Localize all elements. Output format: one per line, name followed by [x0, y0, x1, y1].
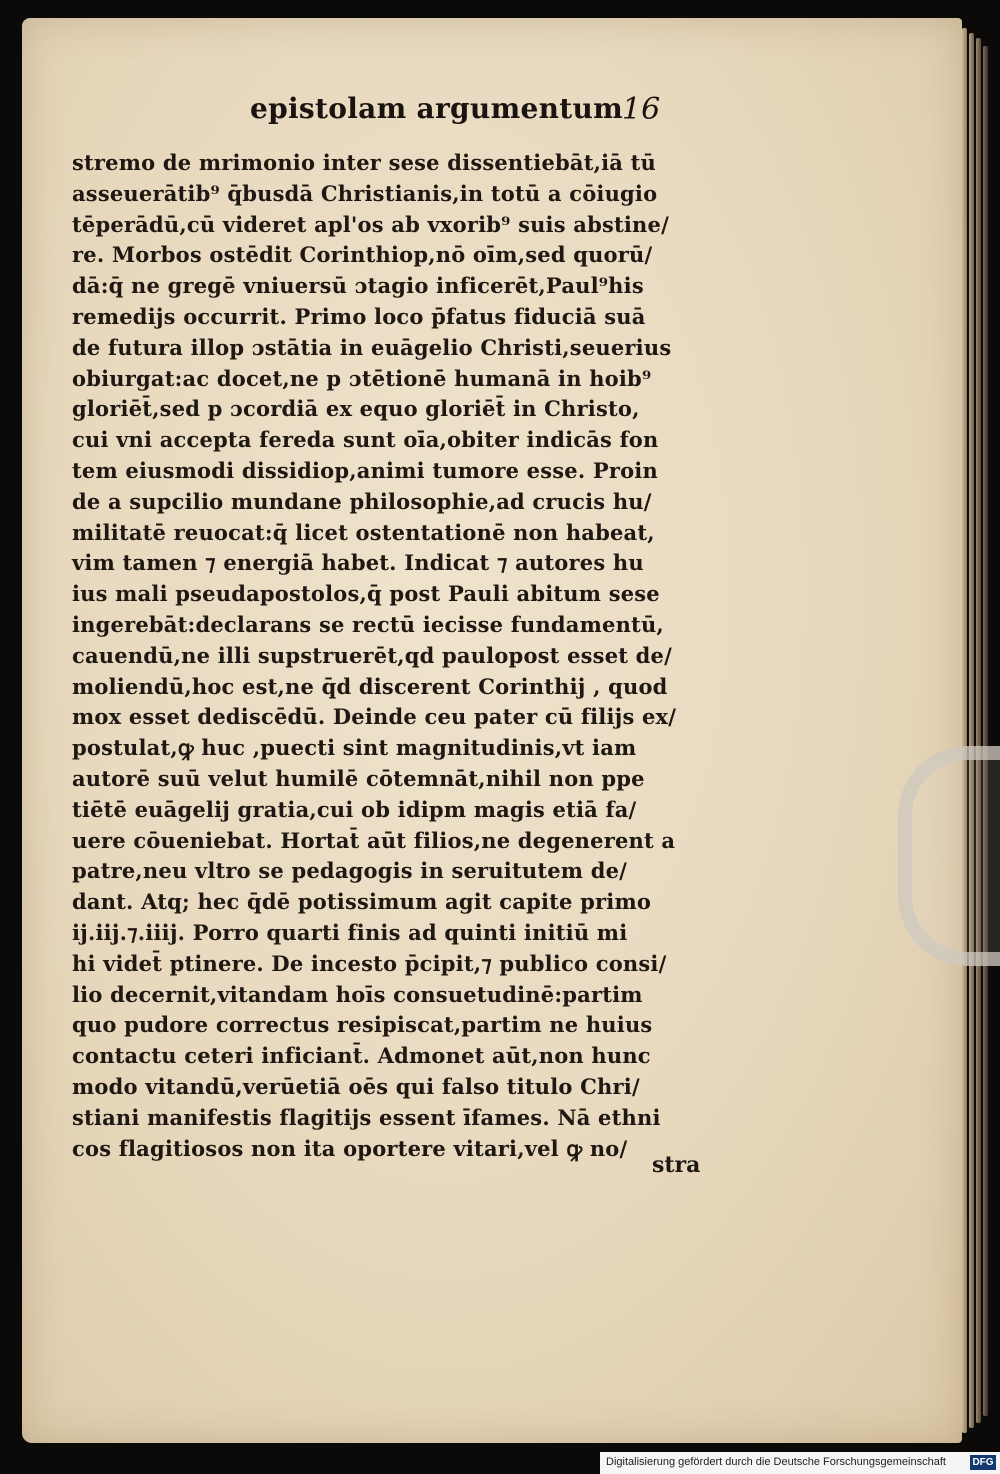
- text-line: uere cōueniebat. Hortat̄ aūt filios,ne degenerent a: [72, 827, 676, 853]
- text-line: remedijs occurrit. Primo loco p̄fatus fiduciā suā: [72, 303, 646, 329]
- text-line: ingerebāt:declarans se rectū iecisse fundamentū,: [72, 611, 664, 637]
- text-line: de a supcilio mundane philosophie,ad crucis hu/: [72, 488, 652, 514]
- running-head: epistolam argumentum: [250, 92, 624, 125]
- text-line: tem eiusmodi dissidiop,animi tumore esse. Proin: [72, 457, 658, 483]
- text-line: dā:q̄ ne gregē vniuersū ɔtagio inficerēt,Paul⁹his: [72, 273, 644, 299]
- text-line: mox esset dediscēdū. Deinde ceu pater cū filijs ex/: [72, 704, 677, 730]
- dfg-logo-icon: DFG: [970, 1455, 996, 1470]
- text-line: ius mali pseudapostolos,q̄ post Pauli abitum sese: [72, 581, 660, 607]
- text-line: stremo de mrimonio inter sese dissentiebāt,iā tū: [72, 150, 656, 175]
- text-line: tiētē euāgelij gratia,cui ob idipm magis etiā fa/: [72, 796, 637, 822]
- text-line: re. Morbos ostēdit Corinthiop,nō oīm,sed quorū/: [72, 242, 653, 268]
- text-line: cauendū,ne illi supstruerēt,qd paulopost esset de/: [72, 642, 672, 668]
- text-line: contactu ceteri inficiant̄. Admonet aūt,non hunc: [72, 1043, 651, 1069]
- text-line: lio decernit,vitandam hoīs consuetudinē:partim: [72, 981, 643, 1007]
- text-line: gloriēt̄,sed p ɔcordiā ex equo gloriēt̄ in Christo,: [72, 396, 640, 422]
- footer-bar: [600, 1452, 1000, 1474]
- page-edge: [962, 28, 967, 1433]
- text-line: stiani manifestis flagitijs essent īfames. Nā ethni: [72, 1104, 661, 1130]
- text-line: asseuerātib⁹ q̄busdā Christianis,in totū a cōiugio: [72, 180, 658, 206]
- text-line: militatē reuocat:q̄ licet ostentationē non habeat,: [72, 519, 655, 545]
- page-edge: [969, 33, 974, 1428]
- text-line: cui vni accepta fereda sunt oīa,obiter indicās fon: [72, 427, 659, 453]
- text-line: dant. Atq; hec q̄dē potissimum agit capite primo: [72, 889, 652, 915]
- footer-credit: Digitalisierung gefördert durch die Deutsche Forschungsgemeinschaft: [606, 1456, 946, 1468]
- page-edge: [983, 46, 988, 1416]
- page-clip: [898, 746, 1000, 966]
- text-line: moliendū,hoc est,ne q̄d discerent Corinthij , quod: [72, 673, 668, 699]
- text-line: modo vitandū,verūetiā oēs qui falso titulo Chri/: [72, 1073, 640, 1099]
- page-edge: [976, 38, 981, 1423]
- text-line: obiurgat:ac docet,ne p ɔtētionē humanā in hoib⁹: [72, 365, 652, 391]
- text-line: vim tamen ⁊ energiā habet. Indicat ⁊ autores hu: [72, 550, 644, 576]
- text-line: postulat,ꝙ huc ,puecti sint magnitudinis,vt iam: [72, 735, 637, 761]
- text-line: tēperādū,cū videret apl'os ab vxorib⁹ suis abstine/: [72, 211, 669, 237]
- text-line: quo pudore correctus resipiscat,partim ne huius: [72, 1012, 653, 1038]
- text-line: hi videt̄ ptinere. De incesto p̄cipit,⁊ publico consi/: [72, 950, 667, 976]
- catchword: stra: [652, 1152, 701, 1178]
- folio-number: 16: [622, 92, 661, 127]
- text-line: ij.iij.⁊.iiij. Porro quarti finis ad quinti initiū mi: [72, 919, 628, 945]
- text-line: autorē suū velut humilē cōtemnāt,nihil non ppe: [72, 765, 645, 791]
- text-line: de futura illop ɔstātia in euāgelio Christi,seuerius: [72, 334, 672, 360]
- text-block: [72, 148, 722, 1164]
- text-line: cos flagitiosos non ita oportere vitari,vel ꝙ no/: [72, 1135, 628, 1161]
- text-line: patre,neu vltro se pedagogis in seruitutem de/: [72, 858, 628, 884]
